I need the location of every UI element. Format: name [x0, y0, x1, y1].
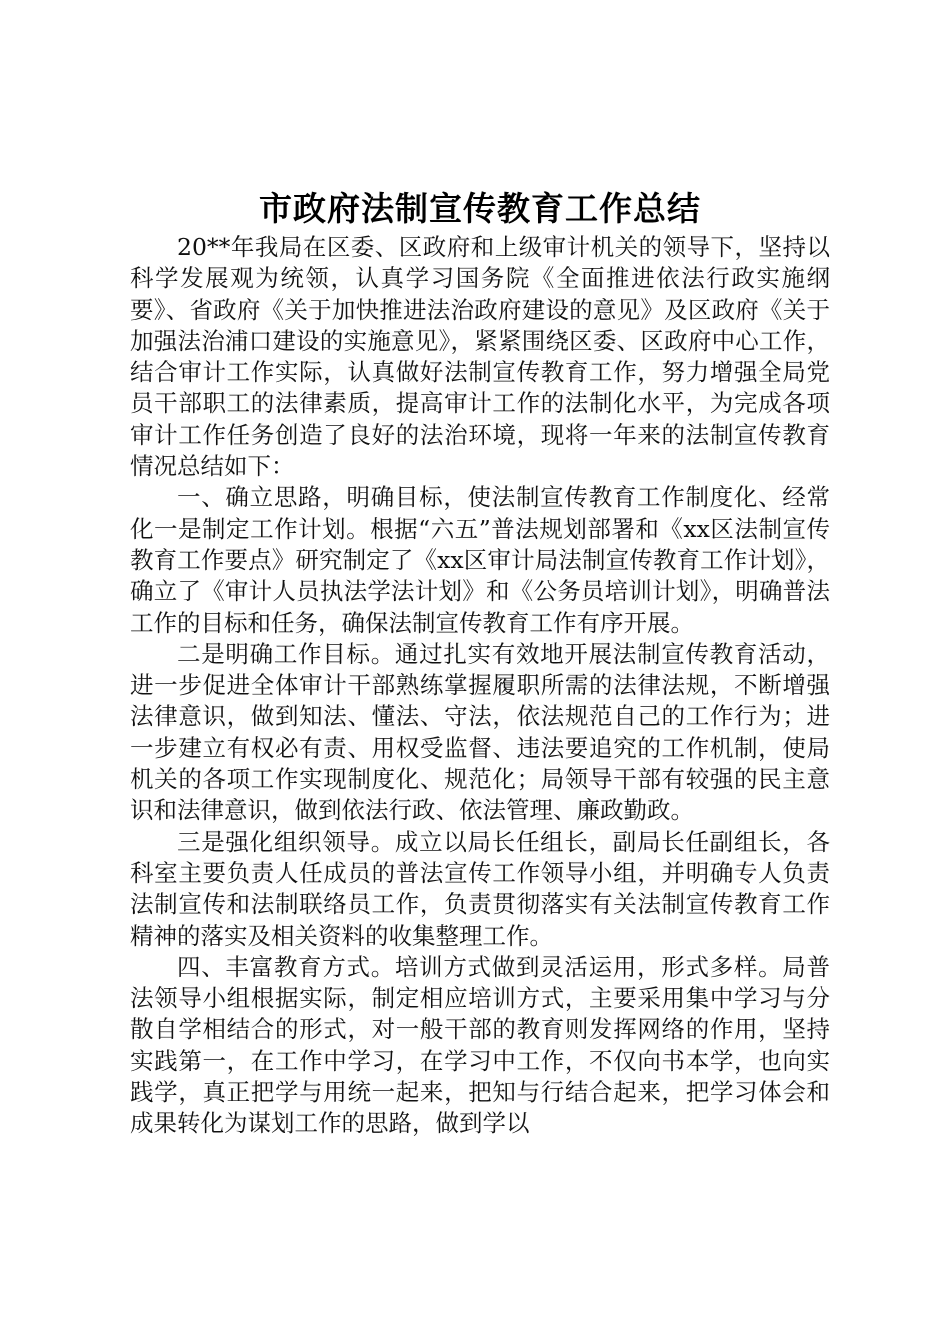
- document-title: 市政府法制宣传教育工作总结: [259, 189, 701, 228]
- paragraph-section-one: 一、确立思路，明确目标，使法制宣传教育工作制度化、经常化一是制定工作计划。根据“六五”普法规划部署和《xx区法制宣传教育工作要点》研究制定了《xx区审计局法制宣传教育工作计划》，确立了《审计人员执法学法计划》和《公务员培训计划》，明确普法工作的目标和任务，确保法制宣传教育工作有序开展。: [130, 483, 830, 637]
- paragraph-organization: 三是强化组织领导。成立以局长任组长，副局长任副组长，各科室主要负责人任成员的普法宣传工作领导小组，并明确专人负责法制宣传和法制联络员工作，负责贯彻落实有关法制宣传教育工作精神的落实及相关资料的收集整理工作。: [130, 827, 830, 950]
- paragraph-education-methods: 四、丰富教育方式。培训方式做到灵活运用，形式多样。局普法领导小组根据实际，制定相应培训方式，主要采用集中学习与分散自学相结合的形式，对一般干部的教育则发挥网络的作用，坚持实践第一，在工作中学习，在学习中工作，不仅向书本学，也向实践学，真正把学与用统一起来，把知与行结合起来，把学习体会和成果转化为谋划工作的思路，做到学以: [130, 952, 830, 1138]
- paragraph-work-goals: 二是明确工作目标。通过扎实有效地开展法制宣传教育活动，进一步促进全体审计干部熟练掌握履职所需的法律法规，不断增强法律意识，做到知法、懂法、守法，依法规范自己的工作行为；进一步建立有权必有责、用权受监督、违法要追究的工作机制，使局机关的各项工作实现制度化、规范化；局领导干部有较强的民主意识和法律意识，做到依法行政、依法管理、廉政勤政。: [130, 639, 830, 825]
- paragraph-intro: 20**年我局在区委、区政府和上级审计机关的领导下，坚持以科学发展观为统领，认真学习国务院《全面推进依法行政实施纲要》、省政府《关于加快推进法治政府建设的意见》及区政府《关于加强法治浦口建设的实施意见》，紧紧围绕区委、区政府中心工作，结合审计工作实际，认真做好法制宣传教育工作，努力增强全局党员干部职工的法律素质，提高审计工作的法制化水平，为完成各项审计工作任务创造了良好的法治环境，现将一年来的法制宣传教育情况总结如下：: [130, 233, 830, 481]
- document-body: [130, 186, 830, 1140]
